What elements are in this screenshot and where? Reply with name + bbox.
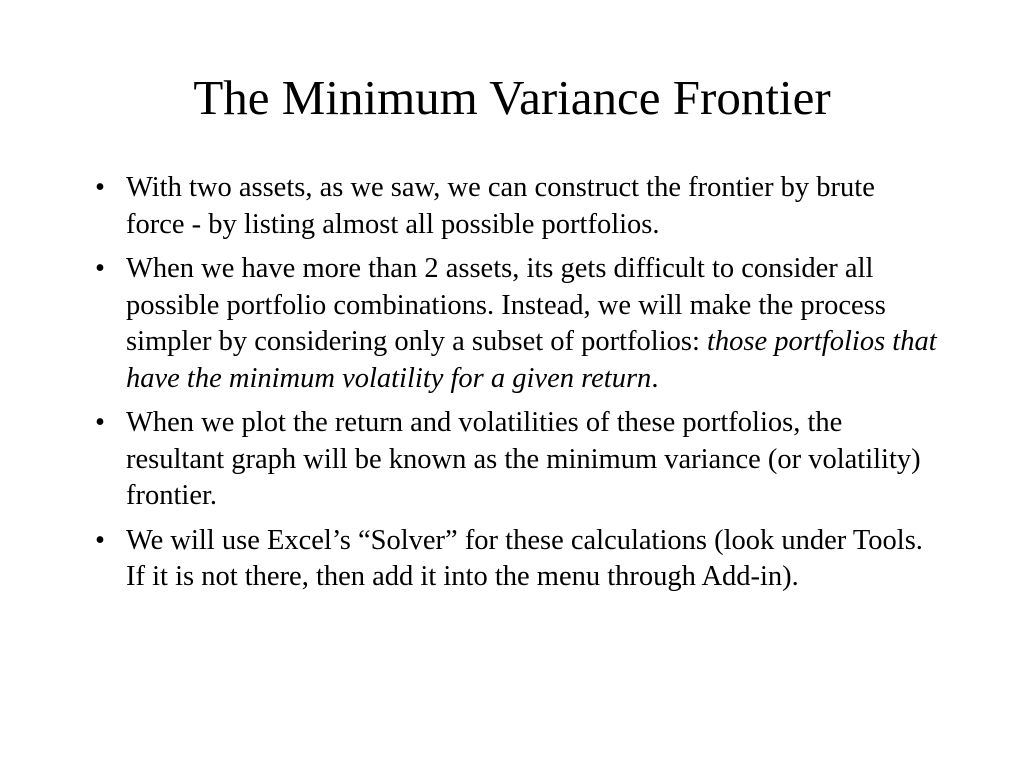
bullet-item-brute-force [90,170,940,243]
bullet-item-more-assets [90,251,940,397]
bullet-text [126,253,937,394]
bullet-text-italic: those portfolios that have the minimum volatility for a given return [126,326,937,394]
bullet-icon: • [95,172,105,203]
bullet-icon: • [95,253,105,284]
bullet-icon: • [95,407,105,438]
bullet-item-plot-frontier [90,405,940,515]
bullet-text: With two assets, as we saw, we can construct the frontier by brute force - by listing almost all possible portfolios. [126,172,875,240]
bullet-list [90,170,940,604]
bullet-text: We will use Excel’s “Solver” for these calculations (look under Tools. If it is not there, then add it into the menu through Add-in). [126,524,923,592]
slide-title: The Minimum Variance Frontier [193,70,831,125]
bullet-icon: • [95,524,105,556]
bullet-item-excel-solver [90,523,940,596]
bullet-text-plain: When we have more than 2 assets, its gets difficult to consider all possible portfolio combinations. Instead, we will make the process simpler by considering only a subset of portfolios: [126,253,886,357]
bullet-text-end: . [651,362,659,394]
bullet-text: When we plot the return and volatilities of these portfolios, the resultant graph will be known as the minimum variance (or volatility) frontier. [126,407,921,511]
